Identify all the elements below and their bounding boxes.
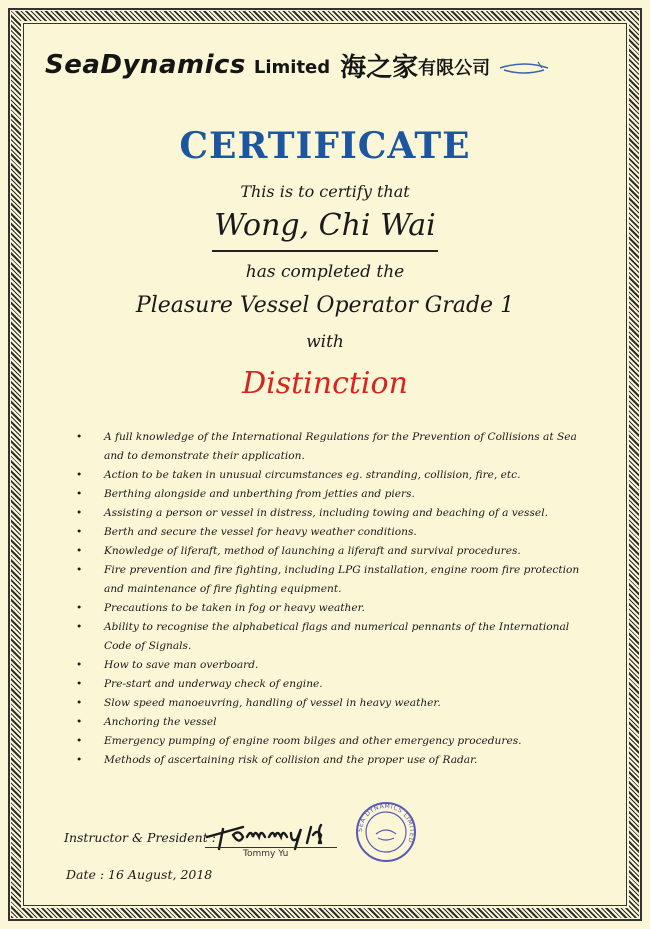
issue-date: Date : 16 August, 2018 [66, 867, 213, 882]
completed-line: has completed the [245, 262, 405, 282]
svg-text:SEA DYNAMICS LIMITED [357, 803, 415, 844]
instructor-label: Instructor & President : [64, 830, 216, 845]
list-item: • Fire prevention and fire fighting, including LPG installation, engine room fire protection and maintenance of fire fighting equipment. [80, 561, 600, 599]
signature-line [205, 847, 337, 848]
list-item: • Knowledge of liferaft, method of launching a liferaft and survival procedures. [80, 542, 600, 561]
signer-name: Tommy Yu [243, 849, 289, 859]
seal-text: SEA DYNAMICS LIMITED [356, 802, 416, 844]
certificate-title: CERTIFICATE [179, 125, 471, 167]
signature [203, 815, 343, 851]
grade-distinction: Distinction [242, 366, 408, 401]
competency-list [80, 428, 600, 770]
list-item: • Berth and secure the vessel for heavy weather conditions. [80, 523, 600, 542]
list-item: • Action to be taken in unusual circumstances eg. stranding, collision, fire, etc. [80, 466, 600, 485]
company-seal [354, 800, 418, 864]
list-item: • Pre-start and underway check of engine. [80, 675, 600, 694]
course-name: Pleasure Vessel Operator Grade 1 [135, 293, 515, 318]
with-line: with [306, 332, 344, 352]
company-name: SeaDynamics [45, 50, 246, 80]
list-item: • A full knowledge of the International Regulations for the Prevention of Collisions at Sea and to demonstrate their application. [80, 428, 600, 466]
list-item: • How to save man overboard. [80, 656, 600, 675]
recipient-name: Wong, Chi Wai [214, 208, 436, 243]
list-item: • Methods of ascertaining risk of collision and the proper use of Radar. [80, 751, 600, 770]
list-item: • Slow speed manoeuvring, handling of vessel in heavy weather. [80, 694, 600, 713]
list-item: • Berthing alongside and unberthing from jetties and piers. [80, 485, 600, 504]
company-header [45, 45, 615, 85]
company-suffix: Limited [253, 56, 331, 78]
list-item: • Assisting a person or vessel in distress, including towing and beaching of a vessel. [80, 504, 600, 523]
recipient-underline [212, 250, 438, 252]
company-name-chinese: 海之家 [340, 52, 419, 83]
list-item: • Ability to recognise the alphabetical flags and numerical pennants of the International Code of Signals. [80, 618, 600, 656]
company-suffix-chinese: 有限公司 [418, 58, 491, 79]
certify-line: This is to certify that [240, 182, 410, 201]
boat-logo-icon [498, 58, 550, 78]
list-item: • Precautions to be taken in fog or heavy weather. [80, 599, 600, 618]
list-item: • Anchoring the vessel [80, 713, 600, 732]
list-item: • Emergency pumping of engine room bilges and other emergency procedures. [80, 732, 600, 751]
